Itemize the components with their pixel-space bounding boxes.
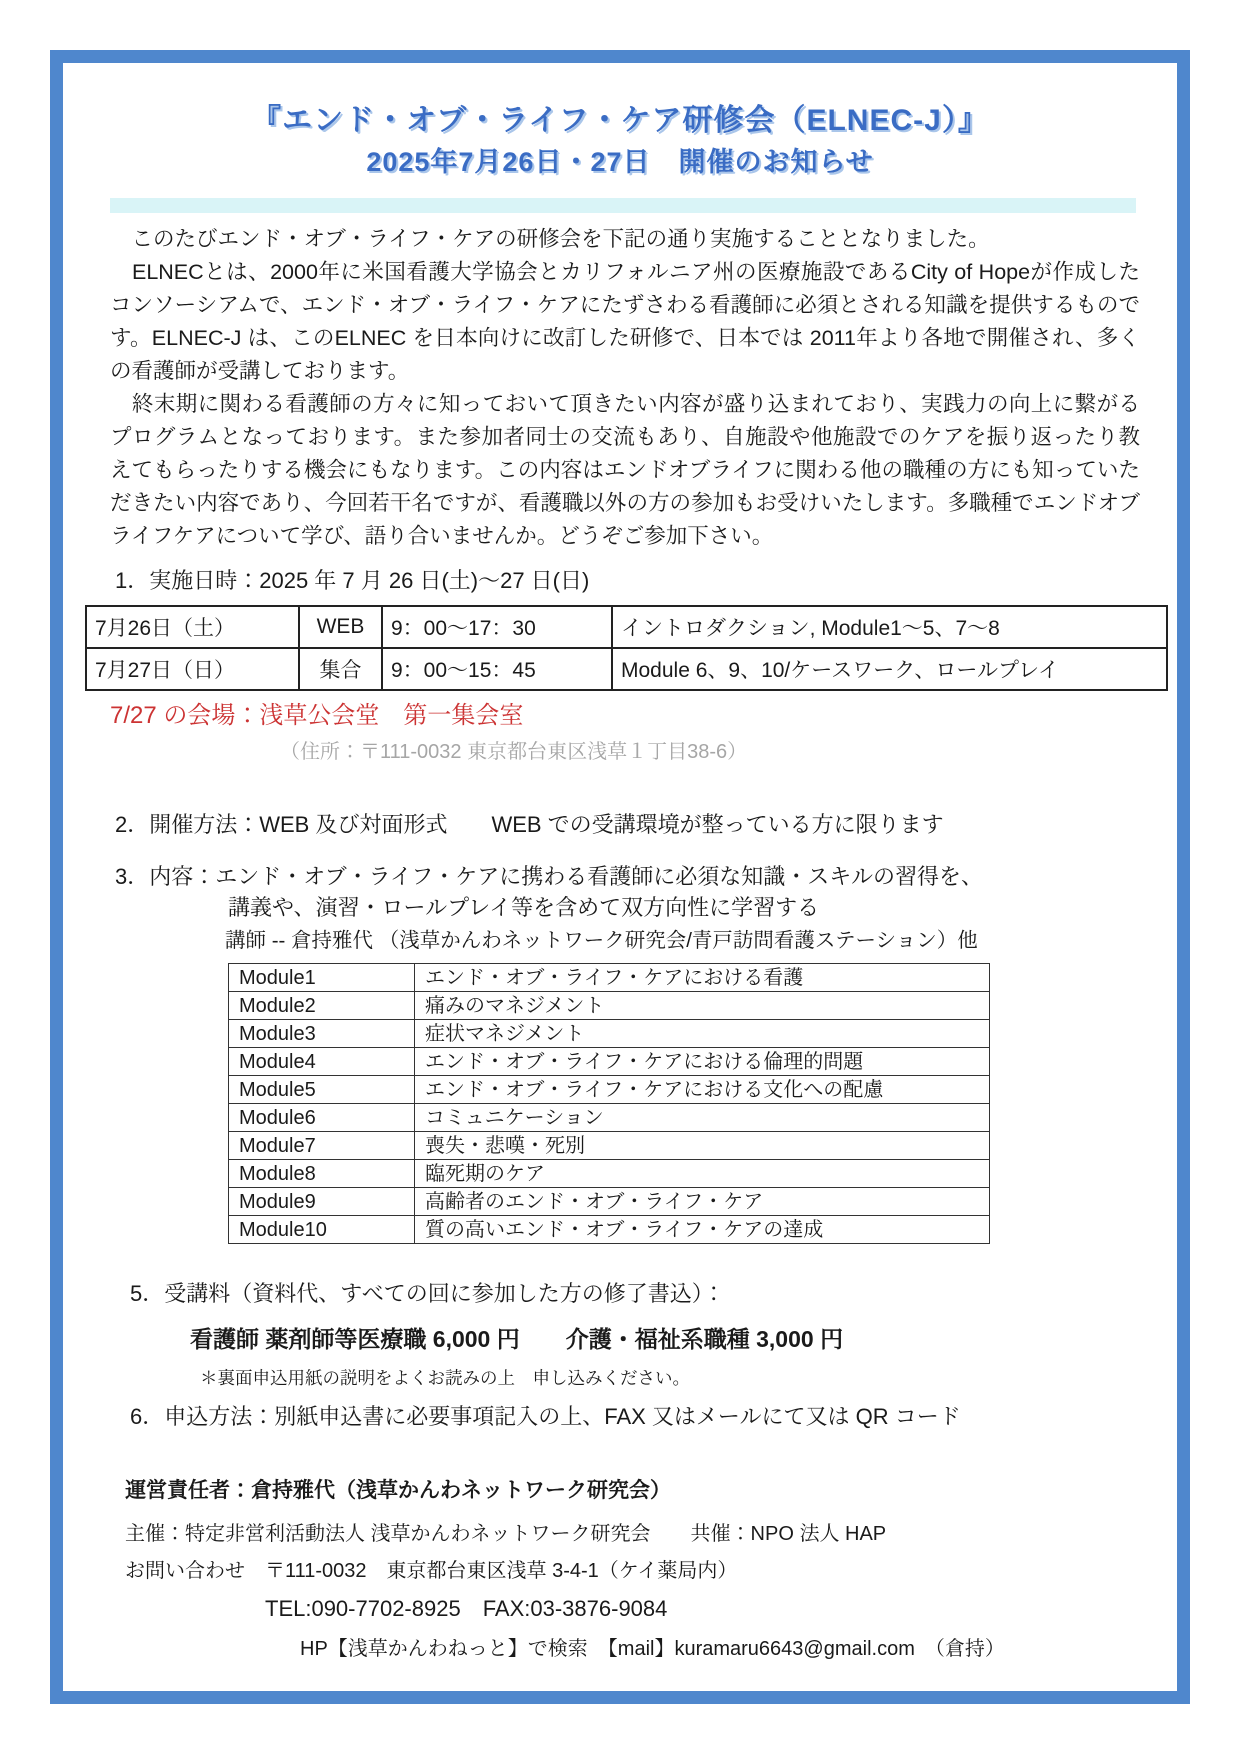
module-desc: 高齢者のエンド・オブ・ライフ・ケア <box>415 1188 990 1216</box>
module-desc: エンド・オブ・ライフ・ケアにおける倫理的問題 <box>415 1048 990 1076</box>
organizer-line: 主催：特定非営利活動法人 浅草かんわネットワーク研究会 共催：NPO 法人 HAP <box>125 1523 887 1545</box>
intro-paragraph: ELNECとは、2000年に米国看護大学協会とカリフォルニア州の医療施設であるCity of Hopeが作成したコンソーシアムで、エンド・オブ・ライフ・ケアにたずさわる看護師に必須とされる知識を提供するものです。ELNEC-J は、このELNEC を日本向けに改訂した研修で、日本では 2011年より各地で開催され、多くの看護師が受講しております。 <box>110 260 1140 383</box>
section3-lecturer: 講師 -- 倉持雅代 （浅草かんわネットワーク研究会/青戸訪問看護ステーション）他 <box>225 929 978 952</box>
module-name: Module8 <box>229 1160 415 1188</box>
venue-highlight: 7/27 の会場：浅草公会堂 第一集会室 <box>110 702 524 729</box>
section6-heading: 6．申込方法：別紙申込書に必要事項記入の上、FAX 又はメールにて又は QR コード <box>130 1404 961 1429</box>
module-row <box>229 992 990 1020</box>
module-name: Module10 <box>229 1216 415 1244</box>
module-row <box>229 1076 990 1104</box>
module-desc: エンド・オブ・ライフ・ケアにおける文化への配慮 <box>415 1076 990 1104</box>
manager-line: 運営責任者：倉持雅代（浅草かんわネットワーク研究会） <box>125 1479 671 1502</box>
schedule-table <box>85 605 1168 691</box>
module-row <box>229 1132 990 1160</box>
module-row <box>229 1216 990 1244</box>
module-name: Module2 <box>229 992 415 1020</box>
module-name: Module9 <box>229 1188 415 1216</box>
schedule-date: 7月26日（土） <box>86 606 299 648</box>
schedule-row <box>86 606 1167 648</box>
module-row <box>229 1020 990 1048</box>
module-name: Module4 <box>229 1048 415 1076</box>
schedule-date: 7月27日（日） <box>86 648 299 690</box>
schedule-time: 9：00～15：45 <box>382 648 612 690</box>
fee-note: ＊裏面申込用紙の説明をよくお読みの上 申し込みください。 <box>200 1368 690 1388</box>
module-name: Module6 <box>229 1104 415 1132</box>
module-desc: 喪失・悲嘆・死別 <box>415 1132 990 1160</box>
module-row <box>229 1048 990 1076</box>
module-desc: 質の高いエンド・オブ・ライフ・ケアの達成 <box>415 1216 990 1244</box>
section1-heading: 1．実施日時：2025 年 7 月 26 日(土)～27 日(日) <box>115 568 590 593</box>
page-title: 『エンド・オブ・ライフ・ケア研修会（ELNEC-J）』 <box>251 104 989 137</box>
module-table <box>228 963 990 1244</box>
section5-heading: 5．受講料（資料代、すべての回に参加した方の修了書込）： <box>130 1281 725 1306</box>
tel-fax-line: TEL:090-7702-8925 FAX:03-3876-9084 <box>265 1596 668 1621</box>
schedule-row <box>86 648 1167 690</box>
section3-heading-line1: 3．内容：エンド・オブ・ライフ・ケアに携わる看護師に必須な知識・スキルの習得を、 <box>115 864 984 889</box>
schedule-content: イントロダクション, Module1～5、7～8 <box>612 606 1167 648</box>
contact-address-line: お問い合わせ 〒111-0032 東京都台東区浅草 3-4-1（ケイ薬局内） <box>125 1560 738 1582</box>
module-row <box>229 1104 990 1132</box>
fee-line: 看護師 薬剤師等医療職 6,000 円 介護・福祉系職種 3,000 円 <box>190 1326 844 1352</box>
module-row <box>229 1160 990 1188</box>
venue-address: （住所：〒111-0032 東京都台東区浅草１丁目38-6） <box>280 741 748 763</box>
module-name: Module3 <box>229 1020 415 1048</box>
schedule-content: Module 6、9、10/ケースワーク、ロールプレイ <box>612 648 1167 690</box>
section2-heading: 2．開催方法：WEB 及び対面形式 WEB での受講環境が整っている方に限ります <box>115 812 944 837</box>
section3-heading-line2: 講義や、演習・ロールプレイ等を含めて双方向性に学習する <box>228 895 820 920</box>
module-desc: 痛みのマネジメント <box>415 992 990 1020</box>
intro-text <box>110 223 1140 553</box>
intro-paragraph: このたびエンド・オブ・ライフ・ケアの研修会を下記の通り実施することとなりました。 <box>110 227 990 251</box>
module-row <box>229 964 990 992</box>
module-name: Module5 <box>229 1076 415 1104</box>
module-name: Module1 <box>229 964 415 992</box>
hp-mail-line: HP【浅草かんわねっと】で検索 【mail】kuramaru6643@gmail.com （倉持） <box>300 1638 1005 1660</box>
intro-paragraph: 終末期に関わる看護師の方々に知っておいて頂きたい内容が盛り込まれており、実践力の向上に繋がるプログラムとなっております。また参加者同士の交流もあり、自施設や他施設でのケアを振り返ったり教えてもらったりする機会にもなります。この内容はエンドオブライフに関わる他の職種の方にも知っていただきたい内容であり、今回若干名ですが、看護職以外の方の参加もお受けいたします。多職種でエンドオブライフケアについて学び、語り合いませんか。どうぞご参加下さい。 <box>110 392 1140 548</box>
schedule-time: 9：00～17：30 <box>382 606 612 648</box>
schedule-mode: 集合 <box>299 648 382 690</box>
module-name: Module7 <box>229 1132 415 1160</box>
module-desc: コミュニケーション <box>415 1104 990 1132</box>
page-subtitle: 2025年7月26日・27日 開催のお知らせ <box>366 147 874 177</box>
module-desc: 臨死期のケア <box>415 1160 990 1188</box>
highlight-bar <box>110 198 1136 213</box>
module-row <box>229 1188 990 1216</box>
module-desc: 症状マネジメント <box>415 1020 990 1048</box>
schedule-mode: WEB <box>299 606 382 648</box>
module-desc: エンド・オブ・ライフ・ケアにおける看護 <box>415 964 990 992</box>
